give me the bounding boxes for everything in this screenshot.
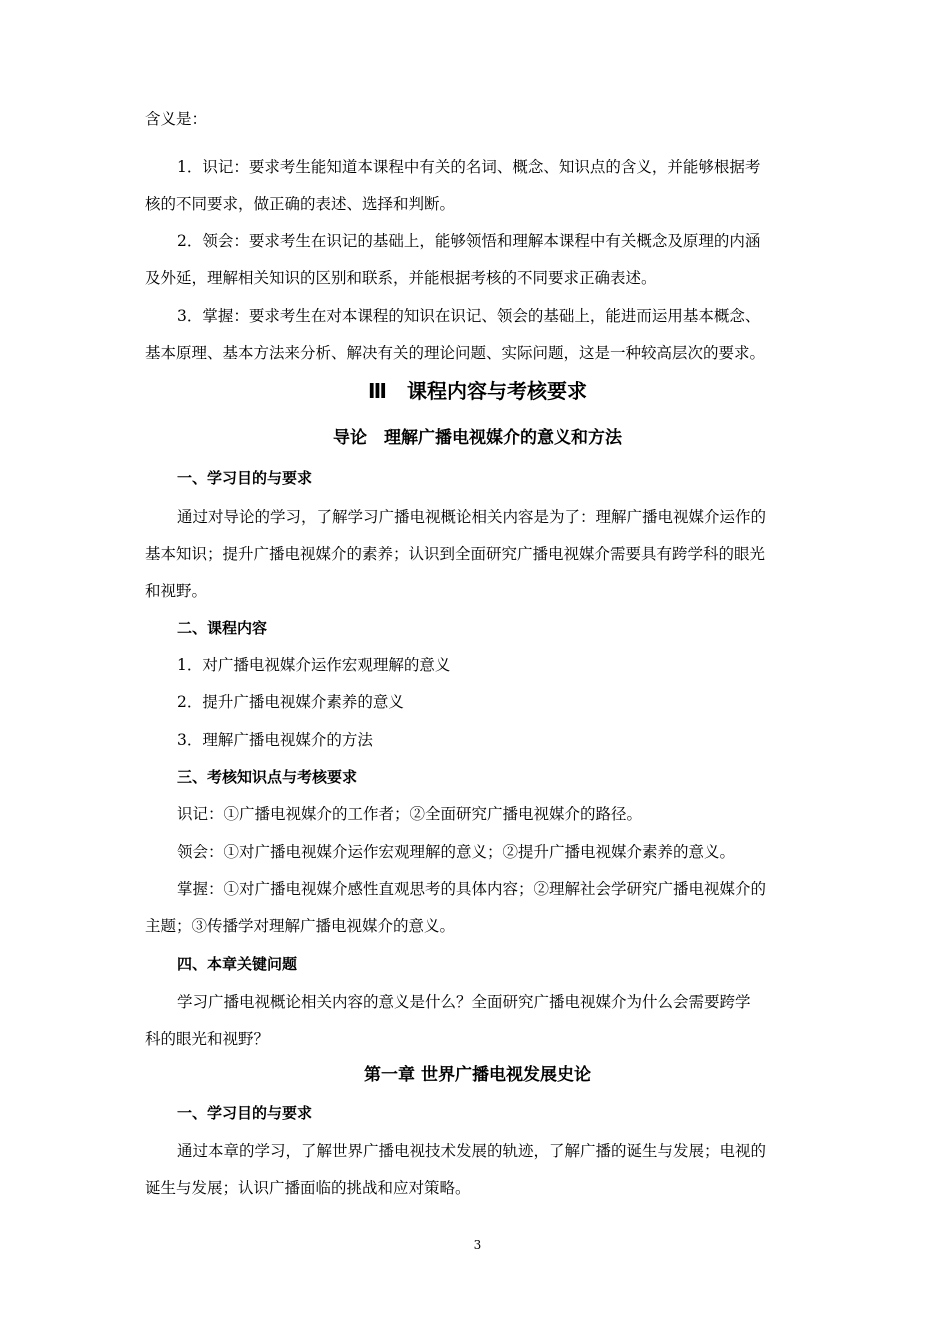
text-line: 1．识记：要求考生能知道本课程中有关的名词、概念、知识点的含义，并能够根据考 <box>177 158 761 176</box>
subsection-heading: 三、考核知识点与考核要求 <box>177 768 358 786</box>
text-line: 基本原理、基本方法来分析、解决有关的理论问题、实际问题，这是一种较高层次的要求。 <box>145 344 766 362</box>
text-line: 学习广播电视概论相关内容的意义是什么？全面研究广播电视媒介为什么会需要跨学 <box>177 993 751 1011</box>
text-line: 通过对导论的学习，了解学习广播电视概论相关内容是为了：理解广播电视媒介运作的 <box>177 508 767 526</box>
text-line: 核的不同要求，做正确的表述、选择和判断。 <box>145 195 456 213</box>
subsection-heading: 一、学习目的与要求 <box>177 469 313 487</box>
text-line: 科的眼光和视野？ <box>145 1030 270 1048</box>
text-line: 识记：①广播电视媒介的工作者；②全面研究广播电视媒介的路径。 <box>177 805 643 823</box>
text-line: 3．理解广播电视媒介的方法 <box>177 731 373 749</box>
subsection-heading: 二、课程内容 <box>177 619 268 637</box>
page-number: 3 <box>473 1238 482 1252</box>
subsection-heading: 一、学习目的与要求 <box>177 1104 313 1122</box>
text-line: 2．领会：要求考生在识记的基础上，能够领悟和理解本课程中有关概念及原理的内涵 <box>177 232 761 250</box>
text-line: 基本知识；提升广播电视媒介的素养；认识到全面研究广播电视媒介需要具有跨学科的眼光 <box>145 545 766 563</box>
text-line: 诞生与发展；认识广播面临的挑战和应对策略。 <box>145 1179 471 1197</box>
chapter-title: 第一章 世界广播电视发展史论 <box>364 1065 591 1085</box>
text-line: 1．对广播电视媒介运作宏观理解的意义 <box>177 656 451 674</box>
text-line: 主题；③传播学对理解广播电视媒介的意义。 <box>145 917 456 935</box>
text-line: 领会：①对广播电视媒介运作宏观理解的意义；②提升广播电视媒介素养的意义。 <box>177 843 736 861</box>
text-line: 及外延，理解相关知识的区别和联系，并能根据考核的不同要求正确表述。 <box>145 269 657 287</box>
text-line: 和视野。 <box>145 582 208 600</box>
text-line: 通过本章的学习，了解世界广播电视技术发展的轨迹，了解广播的诞生与发展；电视的 <box>177 1142 767 1160</box>
section-title: Ⅲ 课程内容与考核要求 <box>368 379 587 403</box>
subsection-heading: 四、本章关键问题 <box>177 955 298 973</box>
text-line: 3．掌握：要求考生在对本课程的知识在识记、领会的基础上，能进而运用基本概念、 <box>177 307 761 325</box>
text-line: 2．提升广播电视媒介素养的意义 <box>177 693 404 711</box>
text-line: 掌握：①对广播电视媒介感性直观思考的具体内容；②理解社会学研究广播电视媒介的 <box>177 880 767 898</box>
chapter-title: 导论 理解广播电视媒介的意义和方法 <box>333 428 622 448</box>
text-line: 含义是： <box>145 110 208 128</box>
